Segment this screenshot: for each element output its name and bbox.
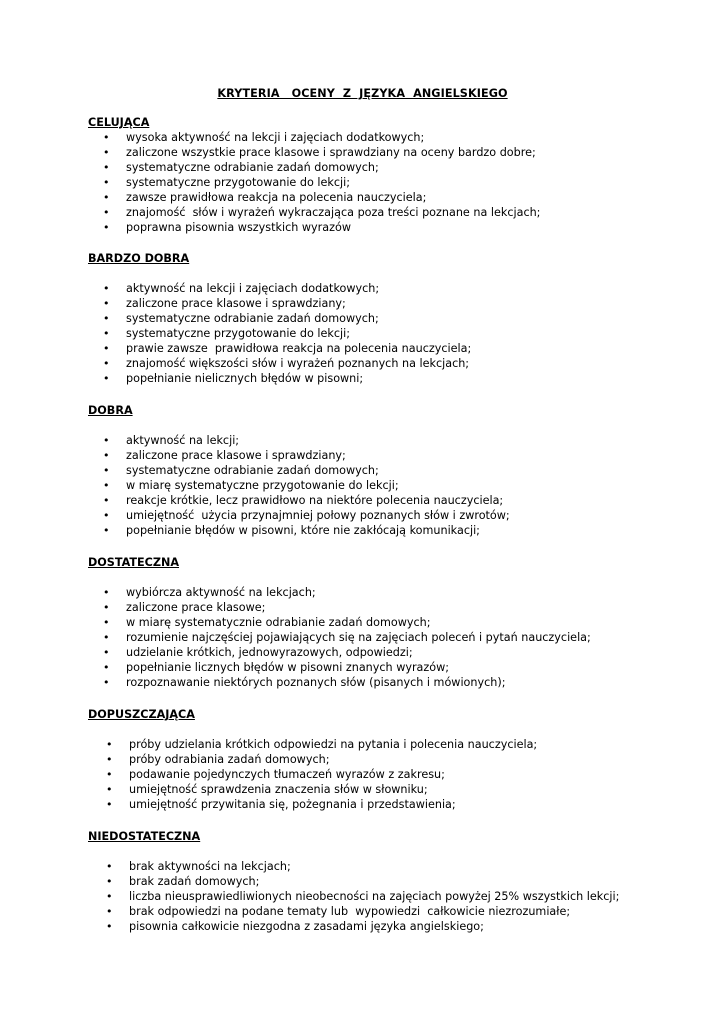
list-item bbox=[88, 175, 688, 190]
bullet-icon: • bbox=[106, 905, 113, 918]
bullet-icon: • bbox=[106, 753, 113, 766]
bullet-icon: • bbox=[103, 601, 110, 614]
bullet-icon: • bbox=[103, 494, 110, 507]
list-item bbox=[88, 463, 688, 478]
list-item bbox=[88, 737, 688, 752]
list-item bbox=[88, 782, 688, 797]
bullet-icon: • bbox=[103, 131, 110, 144]
list-item-text: brak zadań domowych; bbox=[129, 875, 260, 888]
section-celujaca bbox=[88, 115, 688, 235]
list-item-text: systematyczne odrabianie zadań domowych; bbox=[126, 464, 379, 477]
bullet-icon: • bbox=[103, 191, 110, 204]
list-item bbox=[88, 615, 688, 630]
list-item-text: prawie zawsze prawidłowa reakcja na polecenia nauczyciela; bbox=[126, 342, 472, 355]
criteria-list bbox=[88, 433, 688, 538]
list-item-text: systematyczne odrabianie zadań domowych; bbox=[126, 312, 379, 325]
list-item bbox=[88, 493, 688, 508]
list-item-text: próby udzielania krótkich odpowiedzi na pytania i polecenia nauczyciela; bbox=[129, 738, 538, 751]
bullet-icon: • bbox=[103, 616, 110, 629]
bullet-icon: • bbox=[106, 875, 113, 888]
bullet-icon: • bbox=[103, 434, 110, 447]
list-item bbox=[88, 281, 688, 296]
list-item bbox=[88, 371, 688, 386]
list-item bbox=[88, 675, 688, 690]
list-item-text: w miarę systematyczne przygotowanie do lekcji; bbox=[126, 479, 399, 492]
list-item bbox=[88, 904, 688, 919]
bullet-icon: • bbox=[106, 768, 113, 781]
bullet-icon: • bbox=[106, 738, 113, 751]
section-dobra bbox=[88, 403, 688, 538]
list-item bbox=[88, 130, 688, 145]
list-item bbox=[88, 356, 688, 371]
bullet-icon: • bbox=[103, 176, 110, 189]
list-item-text: podawanie pojedynczych tłumaczeń wyrazów z zakresu; bbox=[129, 768, 445, 781]
list-item-text: brak aktywności na lekcjach; bbox=[129, 860, 291, 873]
list-item bbox=[88, 585, 688, 600]
list-item bbox=[88, 859, 688, 874]
bullet-icon: • bbox=[106, 890, 113, 903]
list-item bbox=[88, 160, 688, 175]
list-item-text: rozpoznawanie niektórych poznanych słów (pisanych i mówionych); bbox=[126, 676, 506, 689]
bullet-icon: • bbox=[106, 783, 113, 796]
list-item-text: umiejętność przywitania się, pożegnania i przedstawienia; bbox=[129, 798, 456, 811]
list-item bbox=[88, 767, 688, 782]
list-item bbox=[88, 205, 688, 220]
list-item-text: popełnianie błędów w pisowni, które nie zakłócają komunikacji; bbox=[126, 524, 480, 537]
list-item-text: umiejętność użycia przynajmniej połowy poznanych słów i zwrotów; bbox=[126, 509, 510, 522]
list-item-text: systematyczne odrabianie zadań domowych; bbox=[126, 161, 379, 174]
bullet-icon: • bbox=[106, 920, 113, 933]
list-item-text: zaliczone prace klasowe i sprawdziany; bbox=[126, 449, 346, 462]
list-item-text: pisownia całkowicie niezgodna z zasadami języka angielskiego; bbox=[129, 920, 484, 933]
bullet-icon: • bbox=[103, 372, 110, 385]
list-item bbox=[88, 645, 688, 660]
list-item bbox=[88, 326, 688, 341]
list-item-text: wybiórcza aktywność na lekcjach; bbox=[126, 586, 316, 599]
bullet-icon: • bbox=[103, 282, 110, 295]
list-item-text: poprawna pisownia wszystkich wyrazów bbox=[126, 221, 351, 234]
list-item bbox=[88, 433, 688, 448]
section-dostateczna bbox=[88, 555, 688, 690]
bullet-icon: • bbox=[103, 646, 110, 659]
list-item-text: popełnianie nielicznych błędów w pisowni; bbox=[126, 372, 364, 385]
list-item-text: udzielanie krótkich, jednowyrazowych, odpowiedzi; bbox=[126, 646, 413, 659]
bullet-icon: • bbox=[103, 464, 110, 477]
bullet-icon: • bbox=[103, 357, 110, 370]
list-item-text: rozumienie najczęściej pojawiających się na zajęciach poleceń i pytań nauczyciela; bbox=[126, 631, 591, 644]
list-item-text: wysoka aktywność na lekcji i zajęciach dodatkowych; bbox=[126, 131, 425, 144]
list-item bbox=[88, 889, 688, 904]
list-item bbox=[88, 660, 688, 675]
section-heading: DOSTATECZNA bbox=[88, 556, 180, 569]
list-item bbox=[88, 797, 688, 812]
bullet-icon: • bbox=[103, 342, 110, 355]
criteria-list bbox=[88, 859, 688, 934]
list-item-text: znajomość słów i wyrażeń wykraczająca poza treści poznane na lekcjach; bbox=[126, 206, 541, 219]
bullet-icon: • bbox=[103, 449, 110, 462]
list-item bbox=[88, 145, 688, 160]
list-item-text: próby odrabiania zadań domowych; bbox=[129, 753, 330, 766]
bullet-icon: • bbox=[106, 860, 113, 873]
section-heading: CELUJĄCA bbox=[88, 116, 150, 129]
list-item bbox=[88, 296, 688, 311]
section-bardzo-dobra bbox=[88, 251, 688, 386]
list-item bbox=[88, 600, 688, 615]
document-title: KRYTERIA OCENY Z JĘZYKA ANGIELSKIEGO bbox=[217, 87, 508, 100]
list-item-text: systematyczne przygotowanie do lekcji; bbox=[126, 176, 350, 189]
bullet-icon: • bbox=[103, 661, 110, 674]
section-niedostateczna bbox=[88, 829, 688, 934]
list-item bbox=[88, 220, 688, 235]
list-item bbox=[88, 630, 688, 645]
bullet-icon: • bbox=[103, 206, 110, 219]
list-item-text: zaliczone wszystkie prace klasowe i sprawdziany na oceny bardzo dobre; bbox=[126, 146, 536, 159]
list-item bbox=[88, 190, 688, 205]
bullet-icon: • bbox=[103, 297, 110, 310]
list-item-text: zaliczone prace klasowe; bbox=[126, 601, 266, 614]
list-item bbox=[88, 874, 688, 889]
criteria-list bbox=[88, 585, 688, 690]
section-heading: DOPUSZCZAJĄCA bbox=[88, 708, 195, 721]
list-item-text: znajomość większości słów i wyrażeń poznanych na lekcjach; bbox=[126, 357, 470, 370]
bullet-icon: • bbox=[103, 312, 110, 325]
criteria-list bbox=[88, 281, 688, 386]
list-item bbox=[88, 341, 688, 356]
bullet-icon: • bbox=[103, 586, 110, 599]
list-item-text: aktywność na lekcji i zajęciach dodatkowych; bbox=[126, 282, 380, 295]
list-item-text: popełnianie licznych błędów w pisowni znanych wyrazów; bbox=[126, 661, 450, 674]
list-item bbox=[88, 523, 688, 538]
list-item-text: umiejętność sprawdzenia znaczenia słów w słowniku; bbox=[129, 783, 428, 796]
list-item bbox=[88, 311, 688, 326]
section-heading: DOBRA bbox=[88, 404, 133, 417]
bullet-icon: • bbox=[103, 327, 110, 340]
criteria-list bbox=[88, 130, 688, 235]
bullet-icon: • bbox=[103, 524, 110, 537]
bullet-icon: • bbox=[103, 161, 110, 174]
bullet-icon: • bbox=[106, 798, 113, 811]
list-item bbox=[88, 919, 688, 934]
bullet-icon: • bbox=[103, 221, 110, 234]
section-heading: NIEDOSTATECZNA bbox=[88, 830, 201, 843]
list-item-text: zaliczone prace klasowe i sprawdziany; bbox=[126, 297, 346, 310]
list-item-text: zawsze prawidłowa reakcja na polecenia nauczyciela; bbox=[126, 191, 427, 204]
criteria-list bbox=[88, 737, 688, 812]
list-item-text: w miarę systematycznie odrabianie zadań domowych; bbox=[126, 616, 431, 629]
section-heading: BARDZO DOBRA bbox=[88, 252, 190, 265]
bullet-icon: • bbox=[103, 676, 110, 689]
list-item bbox=[88, 508, 688, 523]
bullet-icon: • bbox=[103, 146, 110, 159]
list-item-text: liczba nieusprawiedliwionych nieobecności na zajęciach powyżej 25% wszystkich lekcji; bbox=[129, 890, 620, 903]
bullet-icon: • bbox=[103, 509, 110, 522]
list-item bbox=[88, 448, 688, 463]
list-item bbox=[88, 752, 688, 767]
list-item-text: reakcje krótkie, lecz prawidłowo na niektóre polecenia nauczyciela; bbox=[126, 494, 504, 507]
bullet-icon: • bbox=[103, 631, 110, 644]
list-item-text: aktywność na lekcji; bbox=[126, 434, 240, 447]
section-dopuszczajaca bbox=[88, 707, 688, 812]
list-item-text: brak odpowiedzi na podane tematy lub wypowiedzi całkowicie niezrozumiałe; bbox=[129, 905, 571, 918]
bullet-icon: • bbox=[103, 479, 110, 492]
list-item bbox=[88, 478, 688, 493]
list-item-text: systematyczne przygotowanie do lekcji; bbox=[126, 327, 350, 340]
